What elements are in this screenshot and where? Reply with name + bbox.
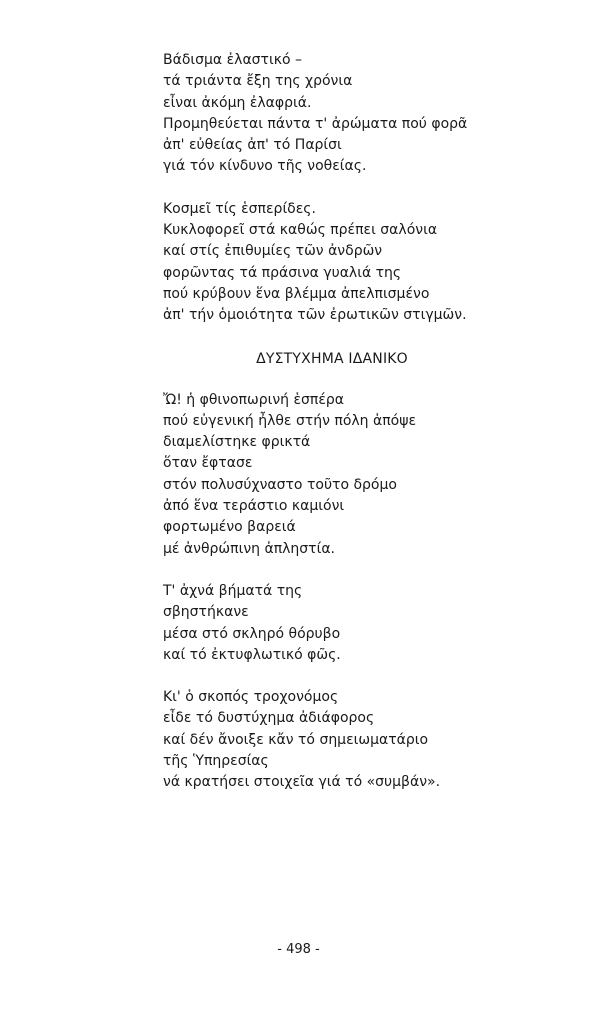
verse-line: μέσα στό σκληρό θόρυβο xyxy=(163,625,341,642)
stanza-4 xyxy=(163,581,583,666)
verse-line: καί στίς ἐπιθυμίες τῶν ἀνδρῶν xyxy=(163,243,383,260)
stanza-gap xyxy=(163,327,583,349)
verse-line: τά τριάντα ἔξη της χρόνια xyxy=(163,73,353,90)
verse-line: σβηστήκανε xyxy=(163,604,249,621)
verse-line: καί τό ἐκτυφλωτικό φῶς. xyxy=(163,646,341,663)
verse-line: Βάδισμα ἐλαστικό – xyxy=(163,52,302,68)
stanza-gap xyxy=(163,370,583,390)
poem-text-column xyxy=(163,50,583,794)
verse-line: φορτωμένο βαρειά xyxy=(163,519,296,536)
verse-line: πού εὐγενική ἦλθε στήν πόλη ἀπόψε xyxy=(163,412,417,429)
poem-title: ΔΥΣΤΥΧΗΜΑ ΙΔΑΝΙΚΟ xyxy=(256,350,408,367)
verse-line: Κοσμεῖ τίς ἑσπερίδες. xyxy=(163,200,316,217)
verse-line: ἀπ' τήν ὁμοιότητα τῶν ἐρωτικῶν στιγμῶν. xyxy=(163,307,467,324)
stanza-gap xyxy=(163,178,583,199)
verse-line: διαμελίστηκε φρικτά xyxy=(163,434,311,451)
verse-line: εἶδε τό δυστύχημα ἀδιάφορος xyxy=(163,710,375,727)
verse-line: ὅταν ἔφτασε xyxy=(163,455,253,472)
verse-line: Κυκλοφορεῖ στά καθώς πρέπει σαλόνια xyxy=(163,222,438,239)
stanza-2 xyxy=(163,199,583,327)
verse-line: Κι' ὁ σκοπός τροχονόμος xyxy=(163,689,339,706)
stanza-1 xyxy=(163,50,583,178)
verse-line: τῆς Ὑπηρεσίας xyxy=(163,753,269,770)
verse-line: στόν πολυσύχναστο τοῦτο δρόμο xyxy=(163,476,397,493)
verse-line: Ὤ! ἡ φθινοπωρινή ἑσπέρα xyxy=(163,391,345,408)
stanza-3 xyxy=(163,390,583,560)
verse-line: ἀπό ἕνα τεράστιο καμιόνι xyxy=(163,498,345,515)
verse-line: πού κρύβουν ἕνα βλέμμα ἀπελπισμένο xyxy=(163,285,430,302)
verse-line: νά κρατήσει στοιχεῖα γιά τό «συμβάν». xyxy=(163,774,441,791)
verse-line: φορῶντας τά πράσινα γυαλιά της xyxy=(163,264,402,281)
stanza-gap xyxy=(163,560,583,581)
verse-line: μέ ἀνθρώπινη ἀπληστία. xyxy=(163,540,335,557)
verse-line: καί δέν ἄνοιξε κἄν τό σημειωματάριο xyxy=(163,731,429,748)
verse-line: εἶναι ἀκόμη ἐλαφριά. xyxy=(163,94,312,111)
verse-line: ἀπ' εὐθείας ἀπ' τό Παρίσι xyxy=(163,137,342,154)
stanza-5 xyxy=(163,687,583,793)
verse-line: Τ' ἀχνά βήματά της xyxy=(163,582,303,599)
stanza-gap xyxy=(163,666,583,687)
verse-line: γιά τόν κίνδυνο τῆς νοθείας. xyxy=(163,158,367,175)
verse-line: Προμηθεύεται πάντα τ' ἀρώματα πού φορᾶ xyxy=(163,115,468,132)
page-number: - 498 - xyxy=(277,942,320,957)
